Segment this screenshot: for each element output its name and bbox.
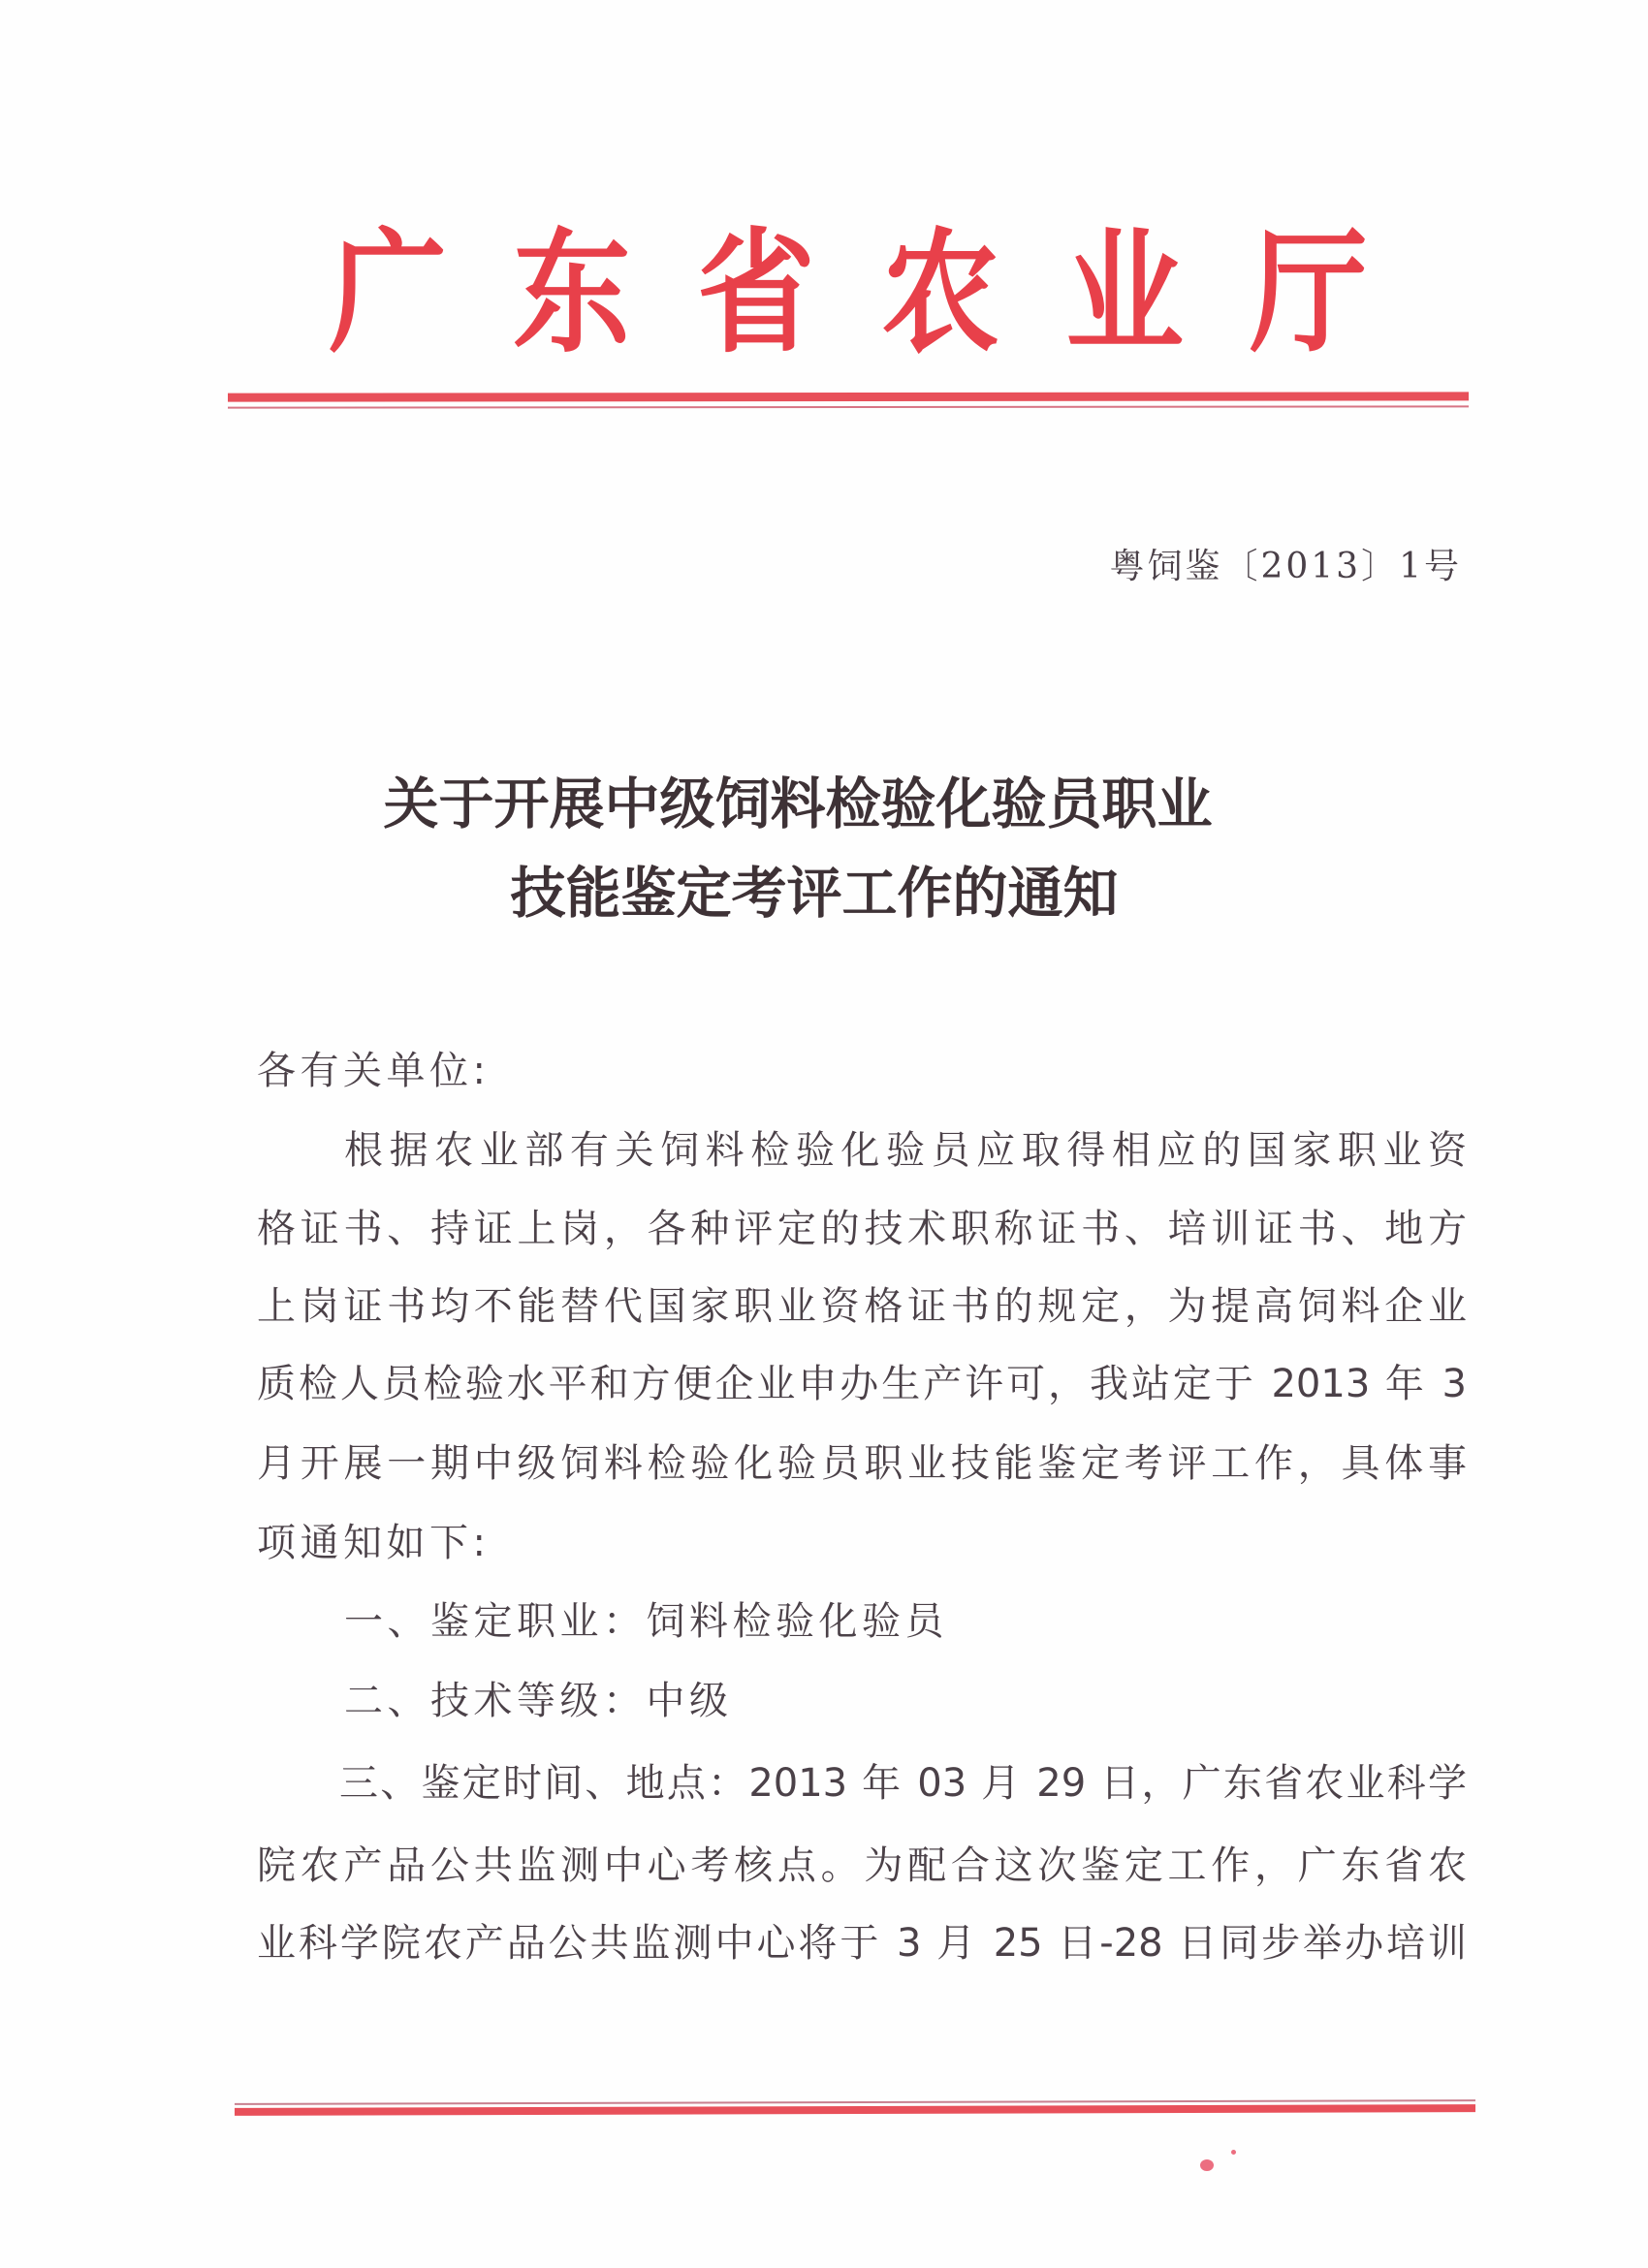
letterhead-char: 广 (329, 213, 447, 371)
list-item-time-location: 三、鉴定时间、地点：2013 年 03 月 29 日，广东省农业科学 (339, 1761, 1467, 1806)
list-item-grade: 二、技术等级：中级 (344, 1679, 733, 1723)
body-paragraph-line: 业科学院农产品公共监测中心将于 3 月 25 日-28 日同步举办培训 (257, 1921, 1467, 1966)
body-paragraph-line: 格证书、持证上岗，各种评定的技术职称证书、培训证书、地方 (257, 1207, 1467, 1251)
body-paragraph-line: 根据农业部有关饲料检验化验员应取得相应的国家职业资 (344, 1128, 1467, 1173)
letterhead-red-rule-thin (228, 405, 1469, 408)
footer-red-rule-thick (235, 2104, 1475, 2116)
document-title-line-1: 关于开展中级饲料检验化验员职业 (383, 772, 1213, 836)
letterhead-char: 厅 (1250, 213, 1368, 371)
document-number: 粤饲鉴〔2013〕1号 (1109, 547, 1462, 586)
scan-artifact-mark (1231, 2150, 1236, 2155)
scan-artifact-mark (1200, 2159, 1214, 2171)
letterhead-char: 农 (881, 213, 999, 371)
body-paragraph-line: 上岗证书均不能替代国家职业资格证书的规定，为提高饲料企业 (257, 1284, 1467, 1329)
document-title-line-2: 技能鉴定考评工作的通知 (510, 861, 1119, 926)
letterhead-org-name (320, 215, 1377, 370)
letterhead-char: 业 (1065, 213, 1184, 371)
body-paragraph-line: 院农产品公共监测中心考核点。为配合这次鉴定工作，广东省农 (257, 1843, 1467, 1888)
body-paragraph-line: 项通知如下: (257, 1521, 491, 1565)
salutation: 各有关单位: (257, 1049, 491, 1093)
body-paragraph-line: 月开展一期中级饲料检验化验员职业技能鉴定考评工作，具体事 (257, 1441, 1467, 1486)
list-item-occupation: 一、鉴定职业：饲料检验化验员 (344, 1599, 948, 1644)
body-paragraph-line: 质检人员检验水平和方便企业申办生产许可，我站定于 2013 年 3 (257, 1362, 1467, 1406)
letterhead-char: 东 (513, 213, 631, 371)
letterhead-char: 省 (697, 213, 815, 371)
letterhead-red-rule-thick (228, 392, 1469, 401)
